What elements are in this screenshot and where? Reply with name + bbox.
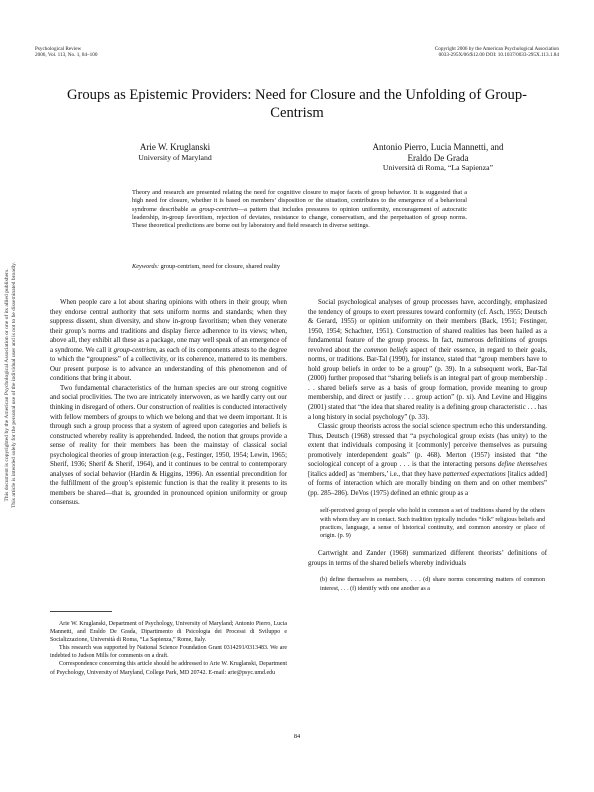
abstract-term: group-centrism: [199, 205, 238, 213]
running-header-left: [35, 46, 97, 58]
body-paragraph: [308, 298, 547, 422]
footnote-funding: This research was supported by National Science Foundation Grant 0314291/0313483. We are indebted to Judson Mills for comments on a draft.: [50, 645, 287, 660]
author-names-line1: Antonio Pierro, Lucia Mannetti, and: [372, 142, 504, 152]
body-paragraph: Two fundamental characteristics of the human species are our strong cognitive and social proclivities. The two are intricately interwoven, as we hardly carry out our thinking in disregard of others. Our construction of realities is conducted interactively with fellow members of groups to which we belong and that we deem important. It is through such a group process that a system of agreed upon categories and beliefs is constructed whereby reality is apprehended. Indeed, the notion that groups provide a sense of reality for their members has been the mainstay of classical social psychological theories of group interaction (e.g., Festinger, 1950, 1954; Lewin, 1965; Sherif, 1936; Sherif & Sherif, 1964), and it continues to be central to contemporary analyses of social behavior (Hardin & Higgins, 1996). An essential precondition for the fulfillment of the group’s epistemic function is that the reality it presents to its members be shared—that is, grounded in pronounced opinion uniformity or group consensus.: [50, 384, 287, 507]
doi-line: 0033-295X/06/$12.00 DOI: 10.1037/0033-295X.113.1.84: [438, 52, 559, 59]
italic-term: define themselves: [497, 461, 547, 469]
author-block-right: [318, 142, 558, 173]
body-paragraph: [308, 422, 547, 498]
sidebar-line-2: This article is intended solely for the personal use of the individual user and is not to be disseminated broadly.: [11, 262, 18, 509]
footnote-affiliations: Arie W. Kruglanski, Department of Psychology, University of Maryland; Antonio Pierro, Lucia Mannetti, and Eraldo De Grada, Dipartimento di Psicologia dei Processi di Sviluppo e Socializzazione, Università di Roma, “La Sapienza,” Rome, Italy.: [50, 621, 287, 644]
author-affiliation-right: Università di Roma, “La Sapienza”: [382, 163, 494, 173]
italic-term: patterned expectations: [442, 470, 506, 478]
running-header-right: [435, 46, 559, 58]
footnote-correspondence: Correspondence concerning this article should be addressed to Arie W. Kruglanski, Department of Psychology, University of Maryland, College Park, MD 20742. E-mail: arie@psyc.umd.edu: [50, 661, 287, 676]
journal-name: Psychological Review: [35, 46, 82, 52]
keywords-label: Keywords:: [132, 263, 160, 270]
abstract-text-cont: —a pattern that includes pressures to opinion uniformity, encouragement of autocratic leadership, in-group favoritism, rejection of deviates, resistance to change, conservatism, and the perpetuation of group norms. These theoretical predictions are borne out by laboratory and field research in diverse settings.: [132, 205, 467, 230]
author-affiliation: University of Maryland: [138, 152, 212, 162]
body-text: Social psychological analyses of group processes have, accordingly, emphasized the tendency of groups to exert pressures toward conformity (cf. Asch, 1955; Deutsch & Gerard, 1955) or opinion uniformity on their members (Back, 1951; Festinger, 1950, 1954; Schachter, 1951). Construction of shared realities has been hailed as a fundamental feature of the group process. In fact, numerous definitions of groups revolved about the: [308, 299, 547, 354]
block-quote: (b) define themselves as members, . . . (d) share norms concerning matters of common interest, . . . (f) identify with one another as a: [320, 577, 545, 592]
body-text: Classic group theorists across the social science spectrum echo this understanding. Thus, Deutsch (1968) stressed that “a psychological group exists (has unity) to the extent that individuals composing it [commonly] perceive themselves as pursuing promotively interdependent goals” (p. 468). Merton (1957) insisted that “the sociological concept of a group . . . is that the interacting persons: [308, 423, 547, 469]
body-text: When people care a lot about sharing opinions with others in their group; when they endorse central authority that sets uniform norms and standards; when they suppress dissent, shun diversity, and show in-group favoritism; when they venerate their group’s norms and traditions and display fierce adherence to its views; when, above all, they exhibit all these as a package, one may well speak of an emergence of a syndrome. We call it: [50, 299, 287, 354]
abstract-text: Theory and research are presented relating the need for cognitive closure to major facets of group behavior. It is suggested that a high need for closure, whether it is based on members’ disposition or the situation, contributes to the emergence of a behavioral syndrome describable as: [132, 189, 467, 213]
copyright-sidebar: [4, 165, 19, 605]
body-paragraph: [50, 298, 287, 384]
keywords-list: group-centrism, need for closure, shared reality: [159, 263, 281, 270]
left-column: [50, 298, 287, 508]
author-names-line2: Eraldo De Grada: [407, 152, 469, 163]
body-text: , as each of its components attests to the degree to which the “groupness” of a collectivity, or its coherence, mattered to its members. Our present purpose is to advance an understanding of this phenomenon and of conditions that bring it about.: [50, 346, 288, 383]
body-text: aspect of their essence, in regard to their goals, norms, or traditions. Bar-Tal (1990), for instance, stated that “group members have to hold group beliefs in order to be a group” (p. 39). In a subsequent work, Bar-Tal (2000) further proposed that “sharing beliefs is an integral part of group membership . . . shared beliefs serve as a basis of group formation, provide meaning to group membership, and direct or justify . . . group action” (p. xi). And Levine and Higgins (2001) stated that “the idea that shared reality is a defining group characteristic . . . has a long history in social psychology” (p. 33).: [308, 346, 547, 421]
italic-term: common beliefs: [363, 346, 408, 354]
keywords: [132, 263, 467, 271]
body-paragraph: Cartwright and Zander (1968) summarized different theorists’ definitions of groups in terms of the shared beliefs whereby individuals: [308, 550, 547, 567]
author-block-left: [100, 142, 250, 162]
body-text: [italics added] of forms of interaction which are morally binding on them and on other members” (pp. 285–286). DeVos (1975) defined an ethnic group as a: [308, 470, 548, 497]
copyright-line: Copyright 2006 by the American Psychological Association: [434, 46, 559, 52]
body-text: [italics added] as ‘members,’ i.e., that they have: [308, 470, 443, 478]
author-name: Arie W. Kruglanski: [139, 142, 211, 152]
article-title: Groups as Epistemic Providers: Need for Closure and the Unfolding of Group-Centrism: [66, 87, 528, 121]
abstract: [132, 189, 467, 230]
right-column: [308, 298, 547, 593]
footnote-rule: [50, 611, 112, 612]
block-quote: self-perceived group of people who hold in common a set of traditions shared by the others with whom they are in contact. Such tradition typically includes “folk” religious beliefs and practices, language, a sense of historical continuity, and common ancestry or place of origin. (p. 9): [320, 508, 545, 540]
italic-term: group-centrism: [113, 346, 156, 354]
page-number: 84: [293, 733, 301, 740]
author-note: [50, 620, 287, 677]
sidebar-line-1: This document is copyrighted by the American Psychological Association or one of its allied publishers.: [4, 268, 10, 502]
journal-volume: 2006, Vol. 113, No. 1, 84–100: [35, 52, 98, 59]
